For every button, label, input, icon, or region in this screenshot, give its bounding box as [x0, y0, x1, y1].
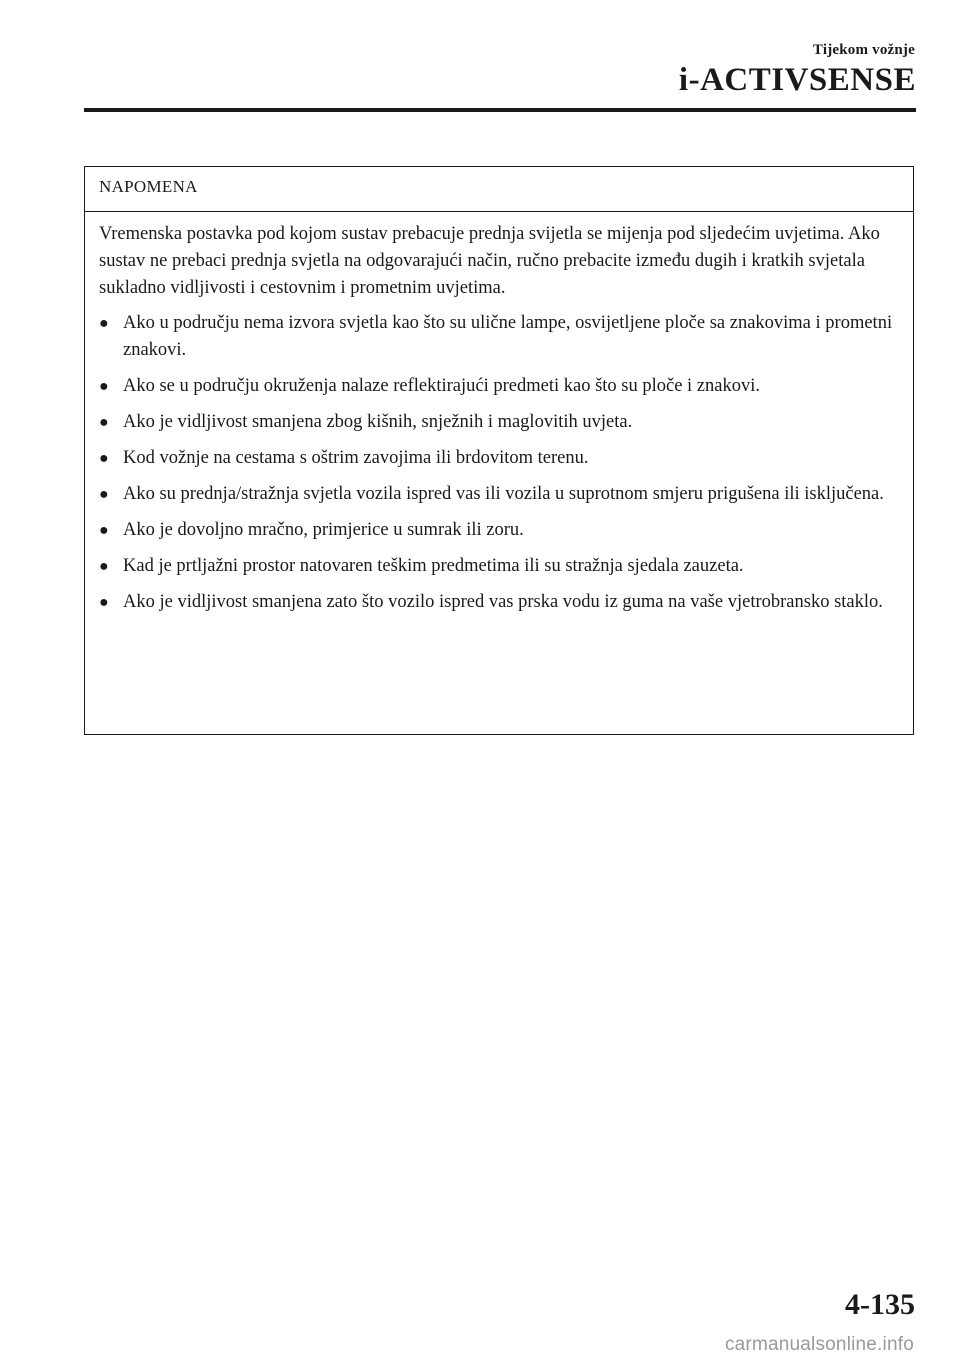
bullet-icon: ● [99, 594, 109, 611]
page-number: 4-135 [845, 1288, 915, 1321]
bullet-icon: ● [99, 450, 109, 467]
list-item-text: Kod vožnje na cestama s oštrim zavojima ili brdovitom terenu. [123, 448, 589, 468]
list-item-text: Kad je prtljažni prostor natovaren teškim predmetima ili su stražnja sjedala zauzeta. [123, 556, 744, 576]
list-item [99, 373, 901, 400]
note-intro: Vremenska postavka pod kojom sustav prebacuje prednja svijetla se mijenja pod sljedećim uvjetima. Ako sustav ne prebaci prednja svjetla na odgovarajući način, ručno prebacite između dugih i kratkih svjetala sukladno vidljivosti i cestovnim i prometnim uvjetima. [99, 224, 880, 298]
bullet-icon: ● [99, 522, 109, 539]
list-item-text: Ako je dovoljno mračno, primjerice u sumrak ili zoru. [123, 520, 524, 540]
list-item [99, 553, 901, 580]
note-list [99, 310, 901, 616]
bullet-icon: ● [99, 378, 109, 395]
section-label: Tijekom vožnje [812, 42, 915, 58]
watermark-link[interactable]: carmanualsonline.info [724, 1334, 914, 1355]
list-item [99, 517, 901, 544]
list-item [99, 481, 901, 508]
list-item [99, 589, 901, 616]
list-item [99, 445, 901, 472]
bullet-icon: ● [99, 558, 109, 575]
bullet-icon: ● [99, 486, 109, 503]
list-item [99, 310, 901, 364]
bullet-icon: ● [99, 414, 109, 431]
note-body [85, 212, 913, 616]
bullet-icon: ● [99, 315, 109, 332]
list-item [99, 409, 901, 436]
header-divider [84, 108, 916, 112]
list-item-text: Ako je vidljivost smanjena zbog kišnih, snježnih i maglovitih uvjeta. [123, 412, 633, 432]
list-item-text: Ako su prednja/stražnja svjetla vozila ispred vas ili vozila u suprotnom smjeru prigušena ili isključena. [123, 484, 884, 504]
note-box [84, 166, 914, 735]
list-item-text: Ako se u području okruženja nalaze reflektirajući predmeti kao što su ploče i znakovi. [123, 376, 760, 396]
note-heading: NAPOMENA [85, 167, 913, 212]
chapter-title: i-ACTIVSENSE [678, 62, 916, 98]
list-item-text: Ako je vidljivost smanjena zato što vozilo ispred vas prska vodu iz guma na vaše vjetrobransko staklo. [123, 592, 883, 612]
list-item-text: Ako u području nema izvora svjetla kao što su ulične lampe, osvijetljene ploče sa znakovima i prometni znakovi. [123, 313, 893, 360]
